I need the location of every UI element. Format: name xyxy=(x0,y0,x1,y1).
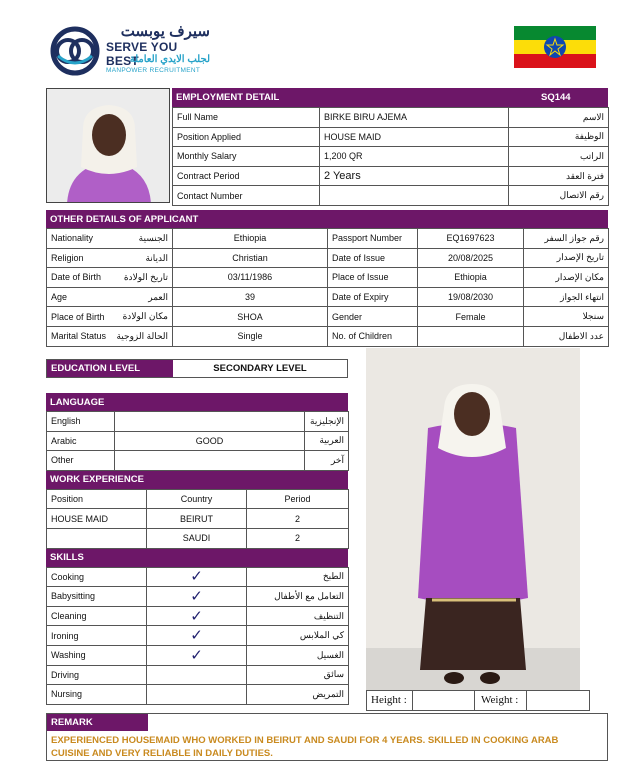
language-name: English xyxy=(47,412,115,432)
other-details-section xyxy=(46,210,608,347)
field-label-arabic: تاريخ الولادة xyxy=(123,272,168,283)
field-label: Full Name xyxy=(173,108,320,128)
field-label-arabic: مكان الولادة xyxy=(122,311,168,322)
education-section xyxy=(46,359,348,378)
checkmark-icon: ✓ xyxy=(190,607,203,625)
employment-detail-title: EMPLOYMENT DETAIL xyxy=(176,92,280,103)
skills-header xyxy=(46,549,348,567)
field-value: 39 xyxy=(173,287,328,307)
skill-row xyxy=(47,567,349,587)
skill-row xyxy=(47,685,349,705)
field-label-arabic: سنجلا xyxy=(524,307,609,327)
field-label-arabic: رقم الاتصال xyxy=(509,186,609,206)
column-header: Period xyxy=(247,489,349,509)
field-label-arabic: مكان الإصدار xyxy=(524,268,609,288)
weight-value xyxy=(527,691,589,710)
skill-row xyxy=(47,587,349,607)
skill-check-cell xyxy=(147,626,247,646)
language-level: GOOD xyxy=(115,431,305,451)
field-label: Place of Issue xyxy=(328,268,418,288)
field-label-arabic: رقم جواز السفر xyxy=(524,229,609,249)
other-details-row xyxy=(47,307,609,327)
field-value: Ethiopia xyxy=(418,268,524,288)
skill-row xyxy=(47,606,349,626)
height-value xyxy=(413,691,475,710)
field-value: SHOA xyxy=(173,307,328,327)
company-logo xyxy=(50,24,210,76)
field-label: Religion xyxy=(51,252,84,263)
work-experience-header-row xyxy=(47,489,349,509)
field-value: 1,200 QR xyxy=(320,147,509,167)
logo-english-name: SERVE YOU BEST xyxy=(106,40,178,68)
field-label-arabic: انتهاء الجواز xyxy=(524,287,609,307)
field-label: Contract Period xyxy=(173,166,320,186)
field-label: Marital Status xyxy=(51,331,107,342)
applicant-full-photo xyxy=(366,348,580,690)
skills-title: SKILLS xyxy=(50,552,84,564)
skill-name: Washing xyxy=(47,645,147,665)
skill-name-arabic: الغسيل xyxy=(247,645,349,665)
field-value: 2 Years xyxy=(320,166,509,186)
skill-name: Nursing xyxy=(47,685,147,705)
field-label: Date of Expiry xyxy=(328,287,418,307)
field-label-pair xyxy=(47,307,173,327)
language-row xyxy=(47,412,349,432)
skill-check-cell xyxy=(147,587,247,607)
skills-table xyxy=(46,567,349,705)
skill-name: Babysitting xyxy=(47,587,147,607)
other-details-row xyxy=(47,248,609,268)
country-flag xyxy=(514,26,596,68)
field-value: Christian xyxy=(173,248,328,268)
language-header xyxy=(46,393,348,411)
remark-line-1: EXPERIENCED HOUSEMAID WHO WORKED IN BEIRUT AND SAUDI FOR 4 YEARS. SKILLED IN COOKING ARAB xyxy=(51,735,559,746)
field-label-pair xyxy=(47,326,173,346)
field-label-pair xyxy=(47,229,173,249)
skill-name: Ironing xyxy=(47,626,147,646)
field-label: Age xyxy=(51,292,68,303)
field-label-arabic: عدد الاطفال xyxy=(524,326,609,346)
field-label-arabic: الديانة xyxy=(145,252,168,263)
logo-arabic-name: سيرف يوبست xyxy=(120,23,210,40)
field-label-pair xyxy=(47,268,173,288)
logo-arabic-tagline: لجلب الايدي العاملة xyxy=(129,54,210,65)
field-label: Passport Number xyxy=(328,229,418,249)
column-header: Position xyxy=(47,489,147,509)
field-value: Ethiopia xyxy=(173,229,328,249)
field-value: 20/08/2025 xyxy=(418,248,524,268)
field-label-arabic: الراتب xyxy=(509,147,609,167)
field-label: Date of Issue xyxy=(328,248,418,268)
field-value: 19/08/2030 xyxy=(418,287,524,307)
field-value xyxy=(320,186,509,206)
employment-detail-header xyxy=(172,88,608,107)
remark-line-2: CUISINE AND VERY RELIABLE IN DAILY DUTIES. xyxy=(51,748,273,759)
other-details-row xyxy=(47,326,609,346)
field-label-arabic: الاسم xyxy=(509,108,609,128)
field-value: BIRKE BIRU AJEMA xyxy=(320,108,509,128)
applicant-code: SQ144 xyxy=(541,92,571,103)
measurements-row xyxy=(366,690,590,711)
employment-detail-section xyxy=(172,88,608,206)
field-label-arabic: العمر xyxy=(148,291,168,302)
other-details-header xyxy=(46,210,608,228)
skill-name: Cooking xyxy=(47,567,147,587)
work-experience-header xyxy=(46,471,348,489)
skill-name: Driving xyxy=(47,665,147,685)
height-label: Height : xyxy=(367,691,413,710)
field-label-pair xyxy=(47,287,173,307)
employment-row xyxy=(173,127,609,147)
checkmark-icon: ✓ xyxy=(190,587,203,605)
logo-english-tagline: MANPOWER RECRUITMENT xyxy=(106,67,201,74)
remark-section xyxy=(46,713,608,761)
language-name: Arabic xyxy=(47,431,115,451)
language-name-arabic: آخر xyxy=(305,451,349,471)
skill-name-arabic: الطبخ xyxy=(247,567,349,587)
employment-row xyxy=(173,108,609,128)
field-value: 03/11/1986 xyxy=(173,268,328,288)
language-table xyxy=(46,411,349,471)
skill-check-cell xyxy=(147,567,247,587)
left-details-column xyxy=(46,393,348,705)
skill-row xyxy=(47,665,349,685)
field-value: Female xyxy=(418,307,524,327)
other-details-row xyxy=(47,229,609,249)
skill-check-cell xyxy=(147,606,247,626)
language-level xyxy=(115,412,305,432)
work-experience-row xyxy=(47,509,349,529)
skill-check-cell xyxy=(147,645,247,665)
skill-name-arabic: التعامل مع الأطفال xyxy=(247,587,349,607)
skill-check-cell xyxy=(147,685,247,705)
field-label: Nationality xyxy=(51,233,94,244)
checkmark-icon: ✓ xyxy=(190,568,203,586)
field-value: EQ1697623 xyxy=(418,229,524,249)
field-label-pair xyxy=(47,248,173,268)
field-label-arabic: تاريخ الإصدار xyxy=(524,248,609,268)
field-label-arabic: الجنسية xyxy=(138,233,168,243)
work-experience-table xyxy=(46,489,349,549)
field-label: Date of Birth xyxy=(51,272,102,283)
work-experience-title: WORK EXPERIENCE xyxy=(50,474,144,486)
employment-detail-table xyxy=(172,107,609,206)
field-label-arabic: فترة العقد xyxy=(509,166,609,186)
work-position xyxy=(47,528,147,548)
language-row xyxy=(47,451,349,471)
work-period: 2 xyxy=(247,509,349,529)
employment-row xyxy=(173,166,609,186)
field-label: Contact Number xyxy=(173,186,320,206)
skill-check-cell xyxy=(147,665,247,685)
other-details-row xyxy=(47,287,609,307)
field-label: Position Applied xyxy=(173,127,320,147)
work-country: BEIRUT xyxy=(147,509,247,529)
work-position: HOUSE MAID xyxy=(47,509,147,529)
skill-row xyxy=(47,626,349,646)
column-header: Country xyxy=(147,489,247,509)
skill-name: Cleaning xyxy=(47,606,147,626)
field-value: Single xyxy=(173,326,328,346)
work-experience-row xyxy=(47,528,349,548)
language-name-arabic: العربية xyxy=(305,431,349,451)
field-value xyxy=(418,326,524,346)
field-label-arabic: الحالة الزوجية xyxy=(116,330,168,341)
skill-name-arabic: كي الملابس xyxy=(247,626,349,646)
weight-label: Weight : xyxy=(475,691,527,710)
employment-row xyxy=(173,147,609,167)
checkmark-icon: ✓ xyxy=(190,627,203,645)
skill-name-arabic: التنظيف xyxy=(247,606,349,626)
work-country: SAUDI xyxy=(147,528,247,548)
other-details-row xyxy=(47,268,609,288)
language-name-arabic: الإنجليزية xyxy=(305,412,349,432)
education-label: EDUCATION LEVEL xyxy=(47,360,173,377)
language-level xyxy=(115,451,305,471)
language-name: Other xyxy=(47,451,115,471)
logo-mark-icon xyxy=(50,26,100,76)
applicant-portrait xyxy=(46,88,170,203)
employment-row xyxy=(173,186,609,206)
checkmark-icon: ✓ xyxy=(190,646,203,664)
field-label: No. of Children xyxy=(328,326,418,346)
field-label-arabic: الوظيفة xyxy=(509,127,609,147)
field-label: Place of Birth xyxy=(51,311,105,322)
education-value: SECONDARY LEVEL xyxy=(213,363,307,374)
other-details-table xyxy=(46,228,609,347)
language-title: LANGUAGE xyxy=(50,396,105,408)
language-row xyxy=(47,431,349,451)
other-details-title: OTHER DETAILS OF APPLICANT xyxy=(50,213,199,225)
skill-row xyxy=(47,645,349,665)
field-label: Monthly Salary xyxy=(173,147,320,167)
field-label: Gender xyxy=(328,307,418,327)
skill-name-arabic: سائق xyxy=(247,665,349,685)
remark-header: REMARK xyxy=(47,714,148,731)
field-value: HOUSE MAID xyxy=(320,127,509,147)
work-period: 2 xyxy=(247,528,349,548)
skill-name-arabic: التمريض xyxy=(247,685,349,705)
